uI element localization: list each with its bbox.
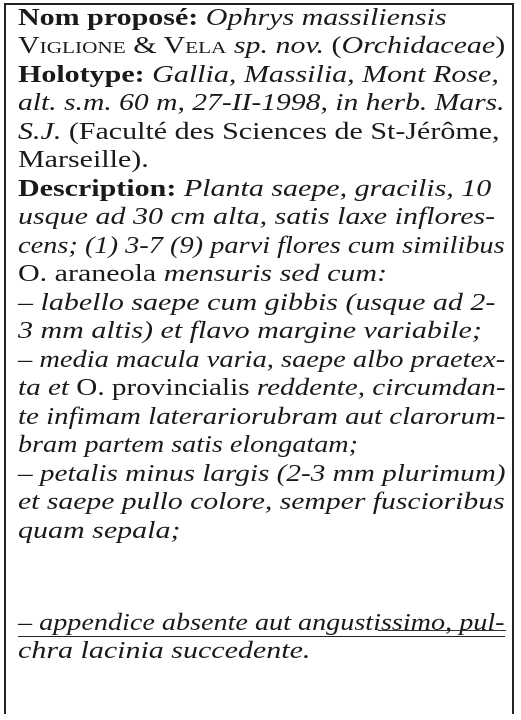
proposed-name-line: [18, 4, 447, 33]
text-segment: alt. s.m. 60 m, 27-II-1998, in herb. Mars.: [18, 90, 505, 116]
text-segment: O. provincialis: [76, 375, 257, 401]
text-segment: Viglione & Vela: [18, 33, 227, 59]
text-segment: (: [331, 33, 342, 59]
holotype-line: [18, 61, 499, 90]
authors-line: [18, 32, 505, 61]
text-segment: et saepe pullo colore, semper fuscioribus: [18, 489, 505, 515]
institution-line: [18, 146, 149, 175]
text-segment: te infimam laterariorubram aut clarorum-: [18, 404, 506, 430]
text-segment: chra lacinia succedente.: [18, 638, 311, 664]
macula-line: [18, 346, 505, 375]
text-segment: reddente, circumdan-: [256, 375, 506, 401]
text-segment: ta et: [18, 375, 77, 401]
text-segment: Marseille).: [18, 147, 149, 173]
text-segment: usque ad 30 cm alta, satis laxe inflores-: [18, 204, 496, 230]
text-segment: cens; (1) 3-7 (9) parvi flores cum similibus: [18, 233, 505, 259]
description-line: [18, 232, 505, 261]
text-segment: Planta saepe, gracilis, 10: [183, 176, 492, 202]
petals-line: [18, 488, 505, 517]
macula-line: [18, 431, 358, 460]
labellum-line: [18, 317, 482, 346]
petals-line: [18, 460, 506, 489]
text-segment: Gallia, Massilia, Mont Rose,: [152, 62, 499, 88]
text-segment: Orchidaceae: [341, 33, 496, 59]
text-segment: (Faculté des Sciences de St-Jérôme,: [61, 119, 500, 145]
text-segment: quam sepala;: [18, 518, 181, 544]
text-segment: O. araneola: [18, 261, 164, 287]
holotype-location-line: [18, 89, 505, 118]
description-heading-line: [18, 175, 491, 204]
herbarium-line: [18, 118, 500, 147]
appendix-line: [18, 609, 505, 638]
text-segment: – labello saepe cum gibbis (usque ad 2-: [18, 290, 496, 316]
section-label: Description:: [18, 176, 184, 202]
text-segment: S.J.: [18, 119, 62, 145]
horizontal-rule: [18, 636, 505, 637]
appendix-line: [18, 637, 310, 666]
text-segment: ): [495, 33, 506, 59]
text-segment: sp. nov.: [226, 33, 332, 59]
short-horizontal-rule: [378, 630, 506, 631]
section-label: Holotype:: [18, 62, 153, 88]
text-segment: – petalis minus largis (2-3 mm plurimum): [18, 461, 506, 487]
petals-line: [18, 517, 180, 546]
text-segment: bram partem satis elongatam;: [18, 432, 358, 458]
labellum-line: [18, 289, 495, 318]
macula-line: [18, 403, 506, 432]
text-segment: Ophrys massiliensis: [205, 5, 447, 31]
comparison-line: [18, 260, 387, 289]
description-line: [18, 203, 495, 232]
text-segment: – media macula varia, saepe albo praetex-: [18, 347, 506, 373]
text-segment: – appendice absente aut angustissimo, pul-: [18, 610, 505, 636]
text-segment: mensuris sed cum:: [163, 261, 388, 287]
macula-line: [18, 374, 506, 403]
section-label: Nom proposé:: [18, 5, 206, 31]
text-segment: 3 mm altis) et flavo margine variabile;: [18, 318, 482, 344]
